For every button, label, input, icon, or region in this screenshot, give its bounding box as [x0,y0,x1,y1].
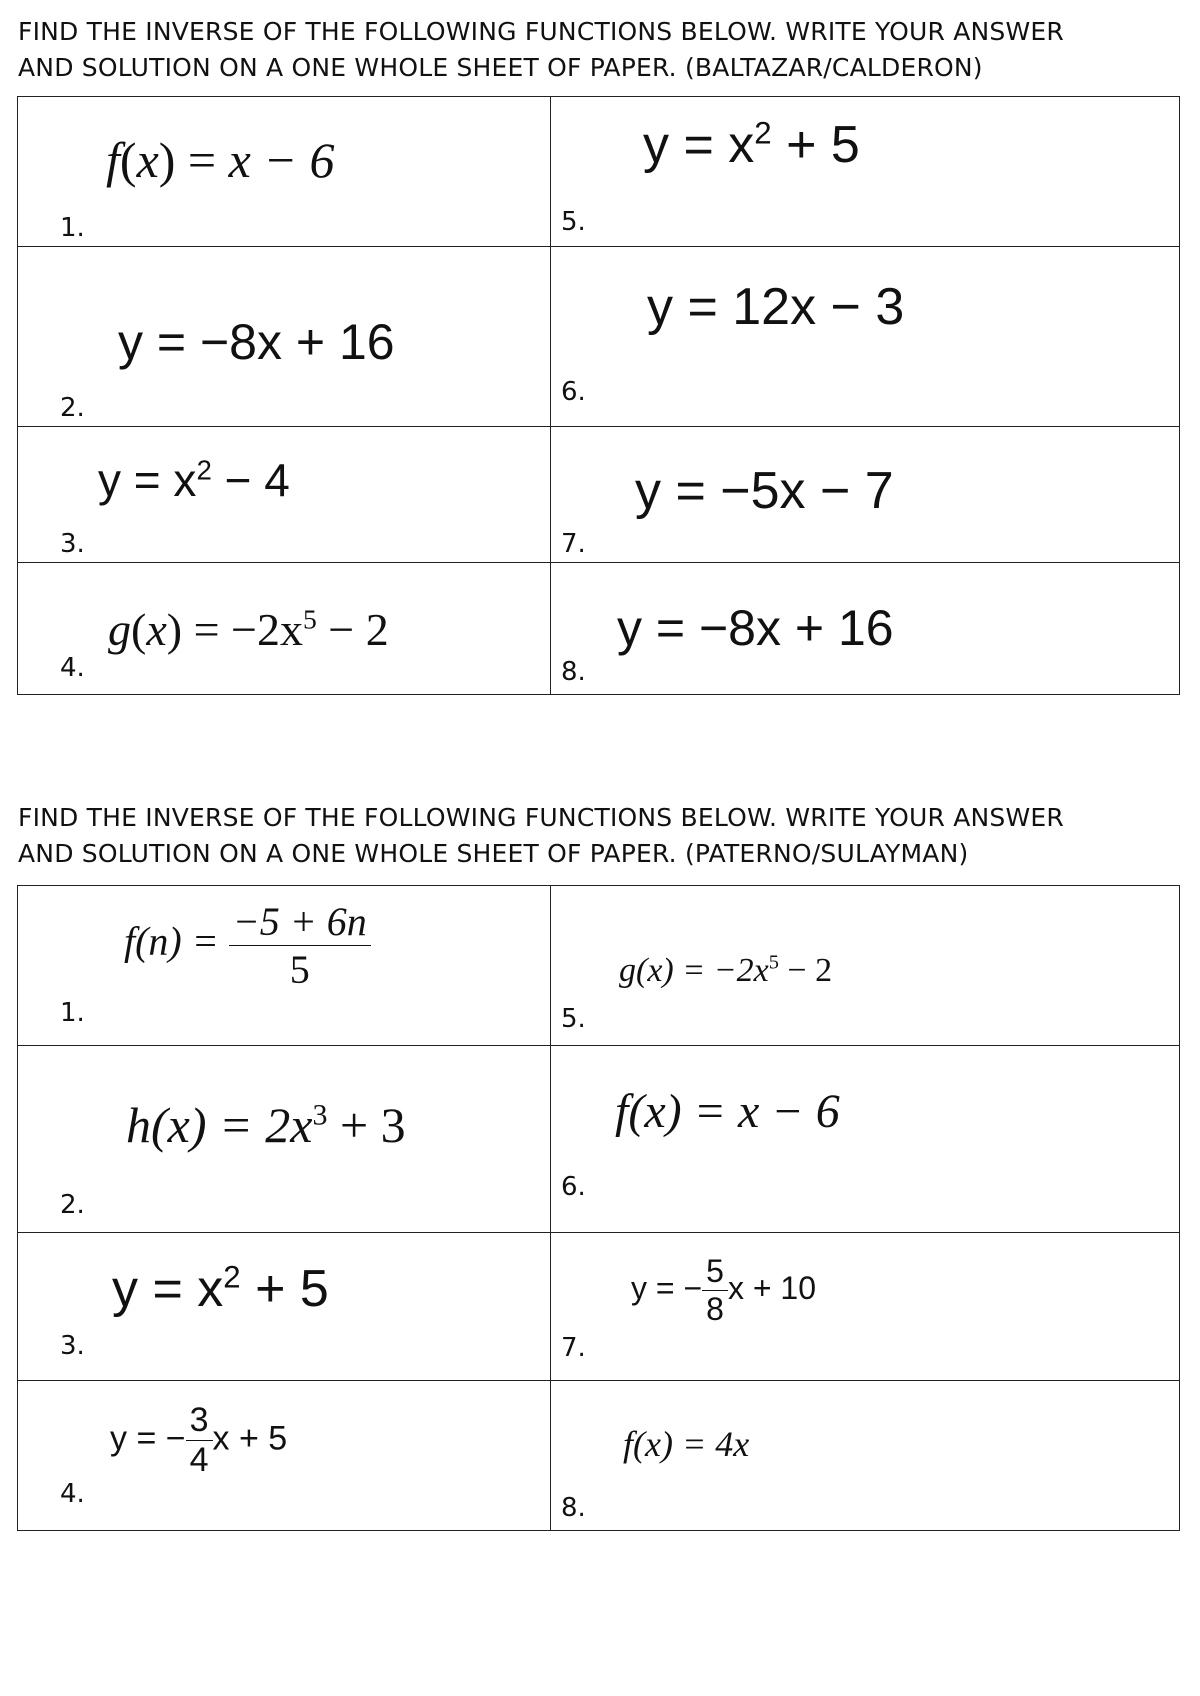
instruction-1 [18,14,1188,86]
equation: $y = x^2 + 5$ [643,115,860,174]
problem-cell [551,1381,1180,1531]
equation: f(n) = $\frac{-5 + 6n}{5}$ [124,898,371,993]
problem-cell [18,886,551,1046]
fraction: $\frac{5}{8}$ [702,1253,728,1328]
problem-cell [18,1233,551,1381]
problem-table-1 [17,96,1180,695]
problem-cell [18,1046,551,1233]
problem-cell [551,247,1180,427]
problem-cell [18,97,551,247]
problem-cell [18,427,551,563]
problem-number: 5. [561,1004,586,1034]
problem-cell [551,886,1180,1046]
problem-cell [551,563,1180,695]
problem-number: 7. [561,529,586,559]
problem-number: 1. [60,213,85,243]
instruction-2-line-2: AND SOLUTION ON A ONE WHOLE SHEET OF PAPER. (PATERNO/SULAYMAN) [18,839,969,868]
equation: y = − $\frac{3}{4}$ x + 5 [110,1401,288,1479]
problem-number: 2. [60,393,85,423]
equation: y = − $\frac{5}{8}$ x + 10 [631,1253,817,1327]
instruction-1-line-2: AND SOLUTION ON A ONE WHOLE SHEET OF PAPER. (BALTAZAR/CALDERON) [18,53,983,82]
problem-number: 8. [561,1493,586,1523]
problem-table-2 [17,885,1180,1531]
problem-number: 3. [60,529,85,559]
problem-cell [551,97,1180,247]
equation: y = 12x − 3 [647,278,905,336]
problem-cell [18,247,551,427]
equation: y = −5x − 7 [635,462,894,520]
instruction-1-line-1: FIND THE INVERSE OF THE FOLLOWING FUNCTIONS BELOW. WRITE YOUR ANSWER [18,17,1064,46]
problem-number: 1. [60,998,85,1028]
fraction: $\frac{-5 + 6n}{5}$ [229,898,371,993]
problem-number: 5. [561,207,586,237]
equation: f(x) = x − 6 [106,132,335,188]
equation: f(x) = 4x [623,1424,750,1464]
equation: f(x) = x − 6 [615,1085,840,1138]
problem-cell [18,563,551,695]
equation: $g(x) = -2x^5 - 2$ [619,951,833,989]
equation: y = −8x + 16 [617,600,894,656]
problem-cell [551,1046,1180,1233]
problem-cell [18,1381,551,1531]
instruction-2-line-1: FIND THE INVERSE OF THE FOLLOWING FUNCTIONS BELOW. WRITE YOUR ANSWER [18,803,1064,832]
problem-number: 8. [561,657,586,687]
equation: $h(x) = 2x^3 + 3$ [126,1097,406,1153]
problem-number: 4. [60,1479,85,1509]
instruction-2 [18,800,1188,872]
equation: y = −8x + 16 [118,314,395,370]
problem-number: 7. [561,1333,586,1363]
problem-cell [551,1233,1180,1381]
equation: $y = x^2 - 4$ [98,454,290,506]
problem-cell [551,427,1180,563]
problem-number: 3. [60,1331,85,1361]
equation: $y = x^2 + 5$ [112,1259,329,1318]
problem-number: 6. [561,1172,586,1202]
equation: $g(x) = -2x^5 - 2$ [108,603,389,655]
problem-number: 4. [60,653,85,683]
problem-number: 2. [60,1190,85,1220]
problem-number: 6. [561,377,586,407]
fraction: $\frac{3}{4}$ [186,1401,213,1480]
